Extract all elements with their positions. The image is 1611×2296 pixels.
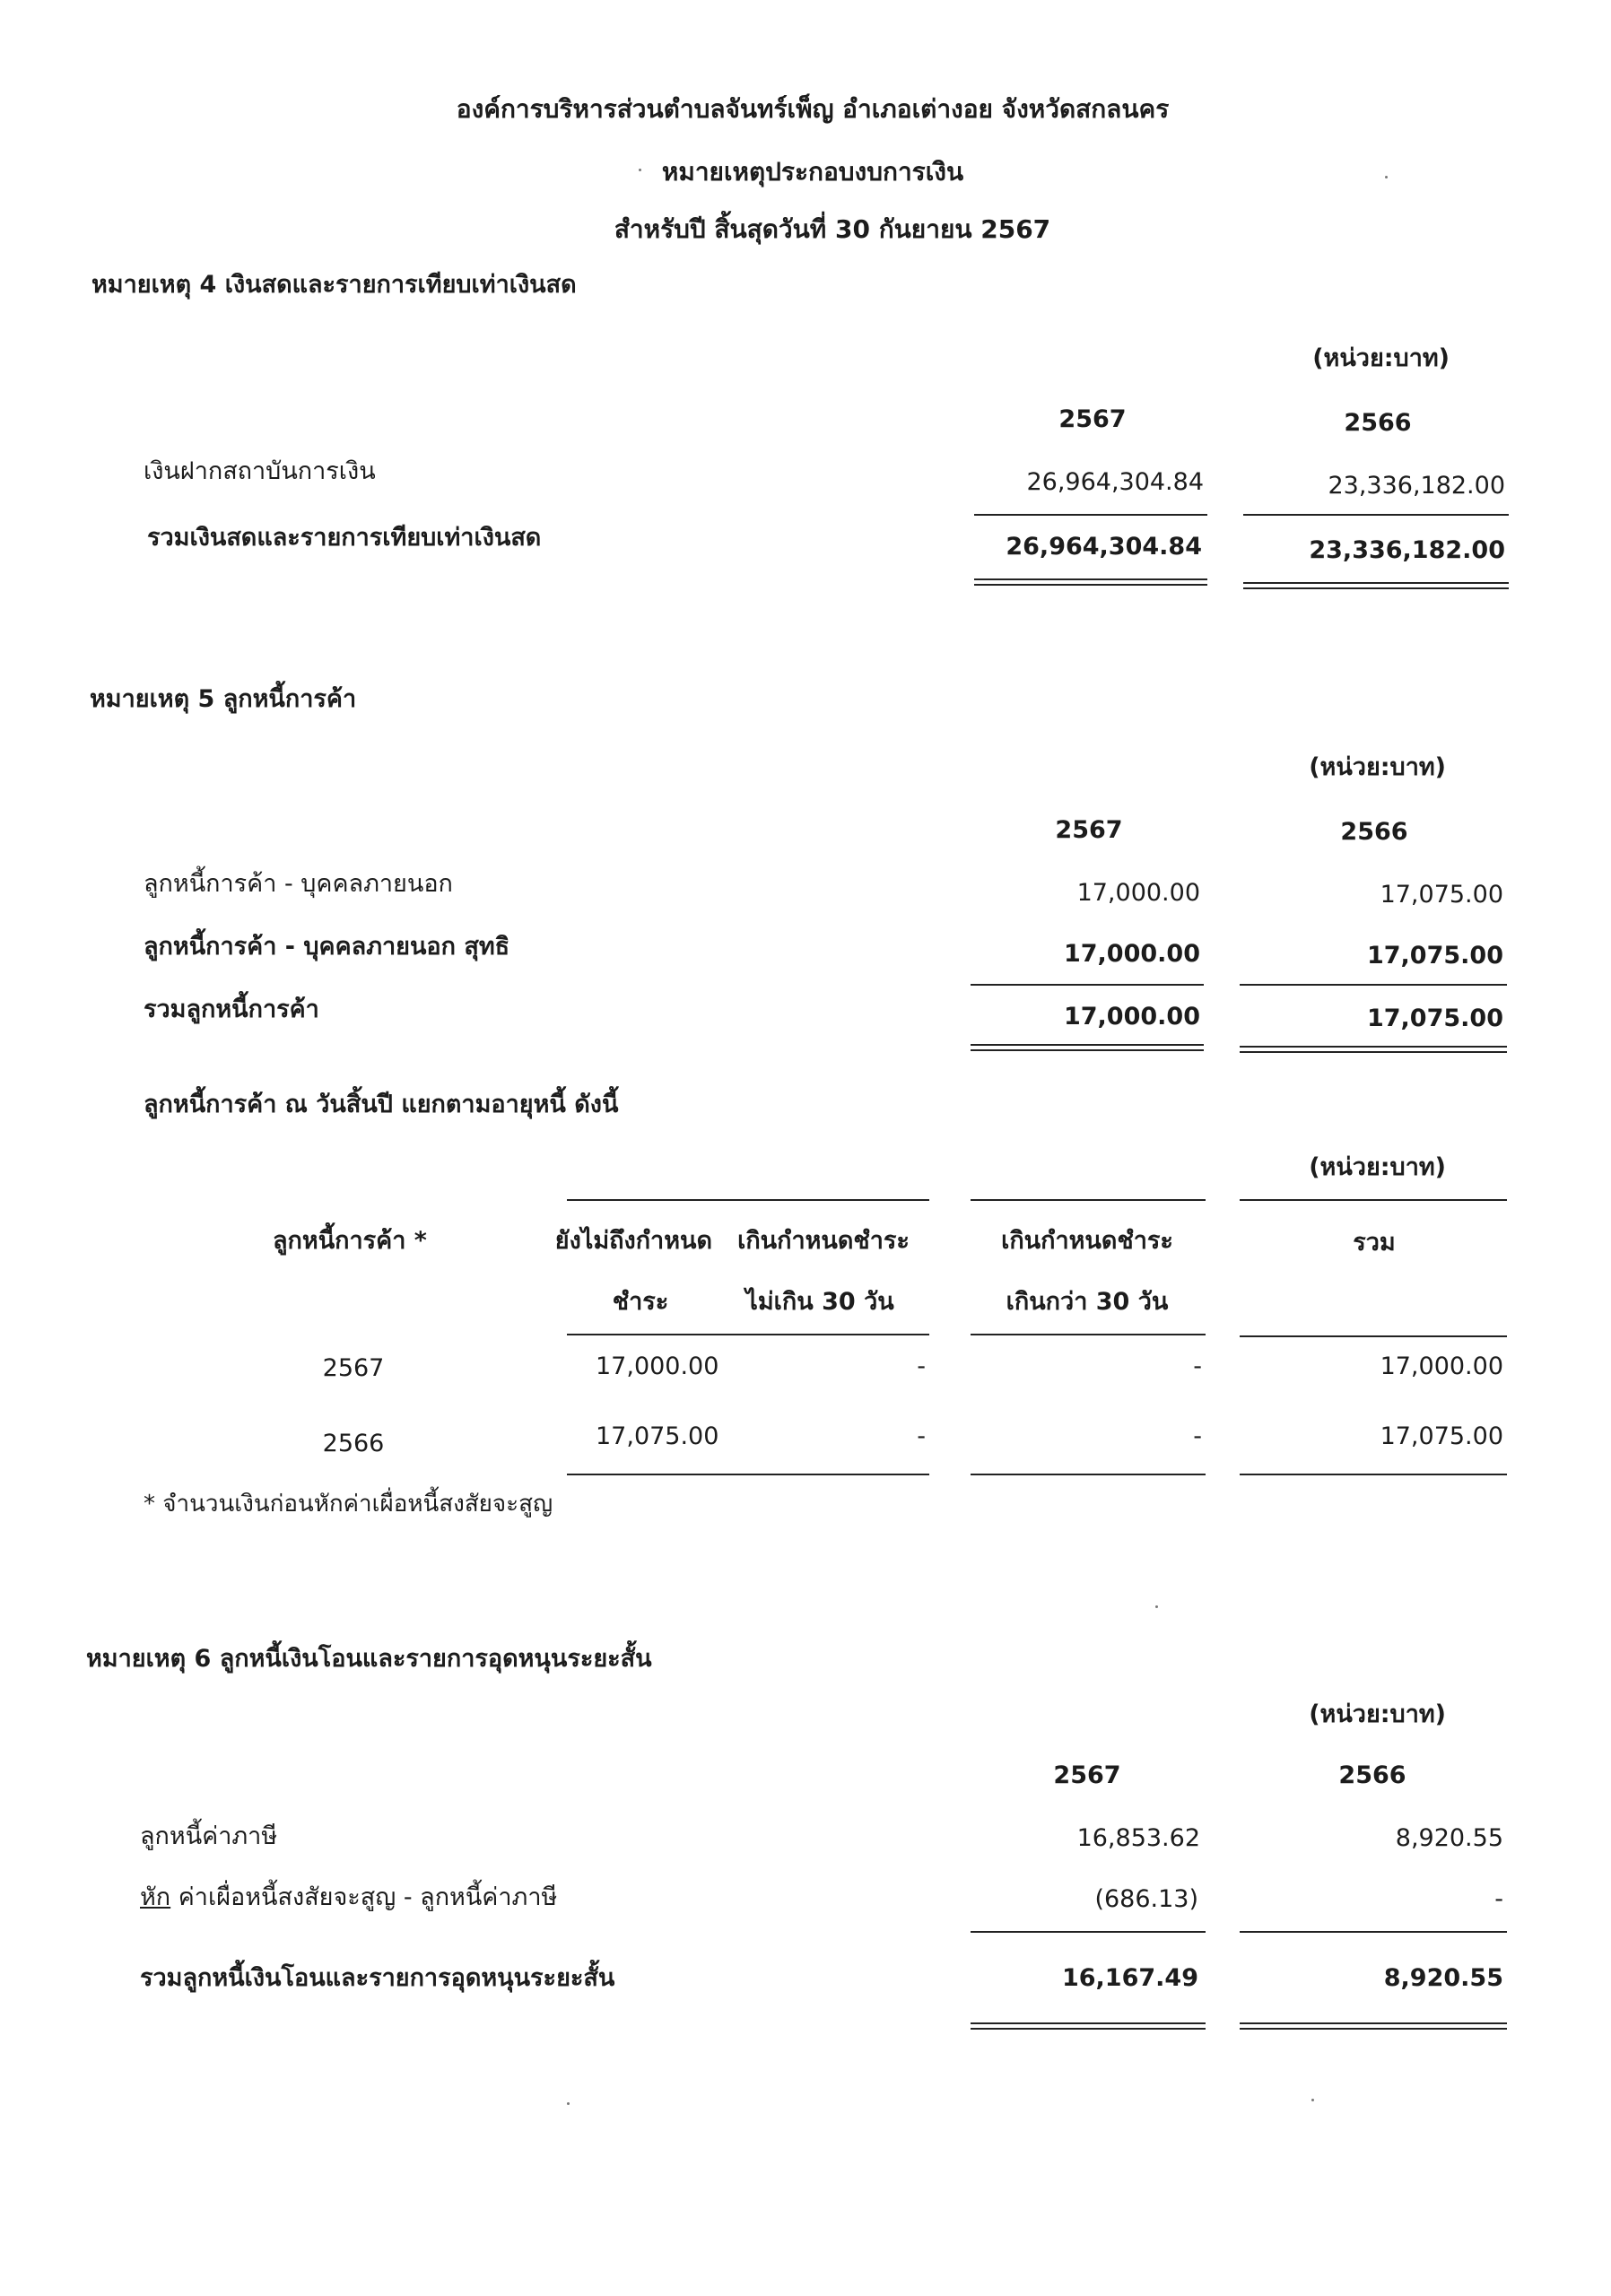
note5-row-net-previous: 17,075.00 bbox=[1366, 942, 1503, 970]
note5-subtotal-line-previous bbox=[1240, 984, 1507, 986]
note4-total-double-line-current bbox=[974, 578, 1207, 586]
note4-title: หมายเหตุ 4 เงินสดและรายการเทียบเท่าเงินสด bbox=[91, 271, 577, 299]
note4-unit: (หน่วย:บาท) bbox=[1312, 344, 1450, 372]
aging-row-under30: - bbox=[917, 1352, 926, 1380]
scan-speck bbox=[639, 169, 641, 171]
note5-row-net-label: ลูกหนี้การค้า - บุคคลภายนอก สุทธิ bbox=[144, 933, 510, 961]
scan-speck bbox=[1385, 176, 1388, 178]
document-title: หมายเหตุประกอบงบการเงิน bbox=[661, 157, 964, 187]
note6-row-tax-current: 16,853.62 bbox=[1076, 1824, 1200, 1852]
note5-year-current: 2567 bbox=[1055, 816, 1123, 844]
aging-row-under30: - bbox=[917, 1422, 926, 1450]
aging-header-under30-line1: เกินกำหนดชำระ bbox=[737, 1227, 910, 1255]
aging-bottom-line-group1 bbox=[567, 1474, 929, 1475]
note4-row-deposits-current: 26,964,304.84 bbox=[1026, 468, 1204, 496]
note6-less-prefix: หัก bbox=[140, 1883, 171, 1911]
note4-year-current: 2567 bbox=[1058, 405, 1127, 433]
note5-subtotal-line-current bbox=[971, 984, 1204, 986]
note6-row-tax-label: ลูกหนี้ค่าภาษี bbox=[140, 1822, 278, 1850]
note5-unit: (หน่วย:บาท) bbox=[1309, 753, 1446, 781]
note6-total-previous: 8,920.55 bbox=[1383, 1964, 1503, 1992]
note4-total-current: 26,964,304.84 bbox=[1006, 533, 1202, 561]
note5-row-trade-label: ลูกหนี้การค้า - บุคคลภายนอก bbox=[144, 870, 453, 898]
aging-row-over30: - bbox=[1193, 1422, 1202, 1450]
scan-speck bbox=[1311, 2099, 1314, 2101]
note6-total-current: 16,167.49 bbox=[1061, 1964, 1198, 1992]
note5-total-double-line-current bbox=[971, 1044, 1204, 1051]
aging-row-not-due: 17,075.00 bbox=[596, 1422, 719, 1450]
note4-total-previous: 23,336,182.00 bbox=[1309, 536, 1505, 564]
note4-year-previous: 2566 bbox=[1344, 409, 1412, 437]
note6-year-current: 2567 bbox=[1053, 1761, 1121, 1789]
aging-row-over30: - bbox=[1193, 1352, 1202, 1380]
aging-footnote: * จำนวนเงินก่อนหักค่าเผื่อหนี้สงสัยจะสูญ bbox=[144, 1491, 553, 1518]
note5-total-previous: 17,075.00 bbox=[1366, 1004, 1503, 1032]
note6-row-allowance-previous: - bbox=[1494, 1885, 1503, 1913]
aging-header-line-col3 bbox=[971, 1334, 1206, 1335]
scan-speck bbox=[567, 2102, 570, 2105]
note6-row-allowance-current: (686.13) bbox=[1094, 1885, 1198, 1913]
aging-bottom-line-col3 bbox=[971, 1474, 1206, 1475]
note5-row-net-current: 17,000.00 bbox=[1063, 940, 1200, 968]
aging-header-debtor: ลูกหนี้การค้า * bbox=[273, 1227, 427, 1255]
note6-row-allowance bbox=[140, 1885, 557, 1909]
note6-unit: (หน่วย:บาท) bbox=[1309, 1700, 1446, 1728]
note6-subtotal-line-current bbox=[971, 1931, 1206, 1933]
aging-title: ลูกหนี้การค้า ณ วันสิ้นปี แยกตามอายุหนี้ ดังนี้ bbox=[144, 1091, 619, 1118]
note6-total-label: รวมลูกหนี้เงินโอนและรายการอุดหนุนระยะสั้น bbox=[140, 1964, 615, 1992]
aging-header-over30-line2: เกินกว่า 30 วัน bbox=[1006, 1288, 1169, 1316]
period-text: สำหรับปี สิ้นสุดวันที่ 30 กันยายน 2567 bbox=[614, 214, 1051, 244]
aging-header-line-group1 bbox=[567, 1334, 929, 1335]
aging-header-over30-line1: เกินกำหนดชำระ bbox=[1001, 1227, 1173, 1255]
org-name: องค์การบริหารส่วนตำบลจันทร์เพ็ญ อำเภอเต่างอย จังหวัดสกลนคร bbox=[456, 94, 1170, 124]
note4-subtotal-line-previous bbox=[1243, 514, 1509, 516]
scan-speck bbox=[1155, 1605, 1158, 1608]
note5-total-double-line-previous bbox=[1240, 1046, 1507, 1053]
note5-year-previous: 2566 bbox=[1340, 818, 1408, 846]
note6-row-tax-previous: 8,920.55 bbox=[1395, 1824, 1503, 1852]
aging-row-total: 17,000.00 bbox=[1380, 1352, 1503, 1380]
note5-row-trade-previous: 17,075.00 bbox=[1380, 881, 1503, 909]
note6-subtotal-line-previous bbox=[1240, 1931, 1507, 1933]
note5-total-current: 17,000.00 bbox=[1063, 1003, 1200, 1031]
note6-year-previous: 2566 bbox=[1338, 1761, 1406, 1789]
note6-total-double-line-current bbox=[971, 2022, 1206, 2030]
aging-header-under30-line2: ไม่เกิน 30 วัน bbox=[745, 1288, 894, 1316]
aging-row-year: 2567 bbox=[322, 1354, 385, 1382]
aging-header-not-due-clip bbox=[545, 1222, 712, 1257]
aging-header-total: รวม bbox=[1353, 1229, 1396, 1257]
aging-header-not-due-line2: ชำระ bbox=[612, 1288, 669, 1316]
note4-row-deposits-previous: 23,336,182.00 bbox=[1328, 472, 1505, 500]
note6-row-allowance-label: ค่าเผื่อหนี้สงสัยจะสูญ - ลูกหนี้ค่าภาษี bbox=[170, 1883, 558, 1911]
note5-total-label: รวมลูกหนี้การค้า bbox=[144, 996, 319, 1023]
note4-total-label: รวมเงินสดและรายการเทียบเท่าเงินสด bbox=[147, 524, 542, 552]
note5-title: หมายเหตุ 5 ลูกหนี้การค้า bbox=[90, 685, 357, 713]
aging-header-not-due-line1: ยังไม่ถึงกำหนด bbox=[554, 1227, 712, 1255]
aging-row-year: 2566 bbox=[322, 1430, 385, 1457]
note5-row-trade-current: 17,000.00 bbox=[1076, 879, 1200, 907]
aging-top-line-col4 bbox=[1240, 1199, 1507, 1201]
note4-total-double-line-previous bbox=[1243, 582, 1509, 589]
note6-total-double-line-previous bbox=[1240, 2022, 1507, 2030]
note4-row-deposits-label: เงินฝากสถาบันการเงิน bbox=[144, 457, 376, 485]
aging-row-total: 17,075.00 bbox=[1380, 1422, 1503, 1450]
aging-top-line-col3 bbox=[971, 1199, 1206, 1201]
note4-subtotal-line-current bbox=[974, 514, 1207, 516]
aging-unit: (หน่วย:บาท) bbox=[1309, 1153, 1446, 1181]
aging-top-line-group1 bbox=[567, 1199, 929, 1201]
aging-header-line-col4 bbox=[1240, 1335, 1507, 1337]
aging-row-not-due: 17,000.00 bbox=[596, 1352, 719, 1380]
note6-title: หมายเหตุ 6 ลูกหนี้เงินโอนและรายการอุดหนุนระยะสั้น bbox=[86, 1645, 652, 1673]
aging-bottom-line-col4 bbox=[1240, 1474, 1507, 1475]
